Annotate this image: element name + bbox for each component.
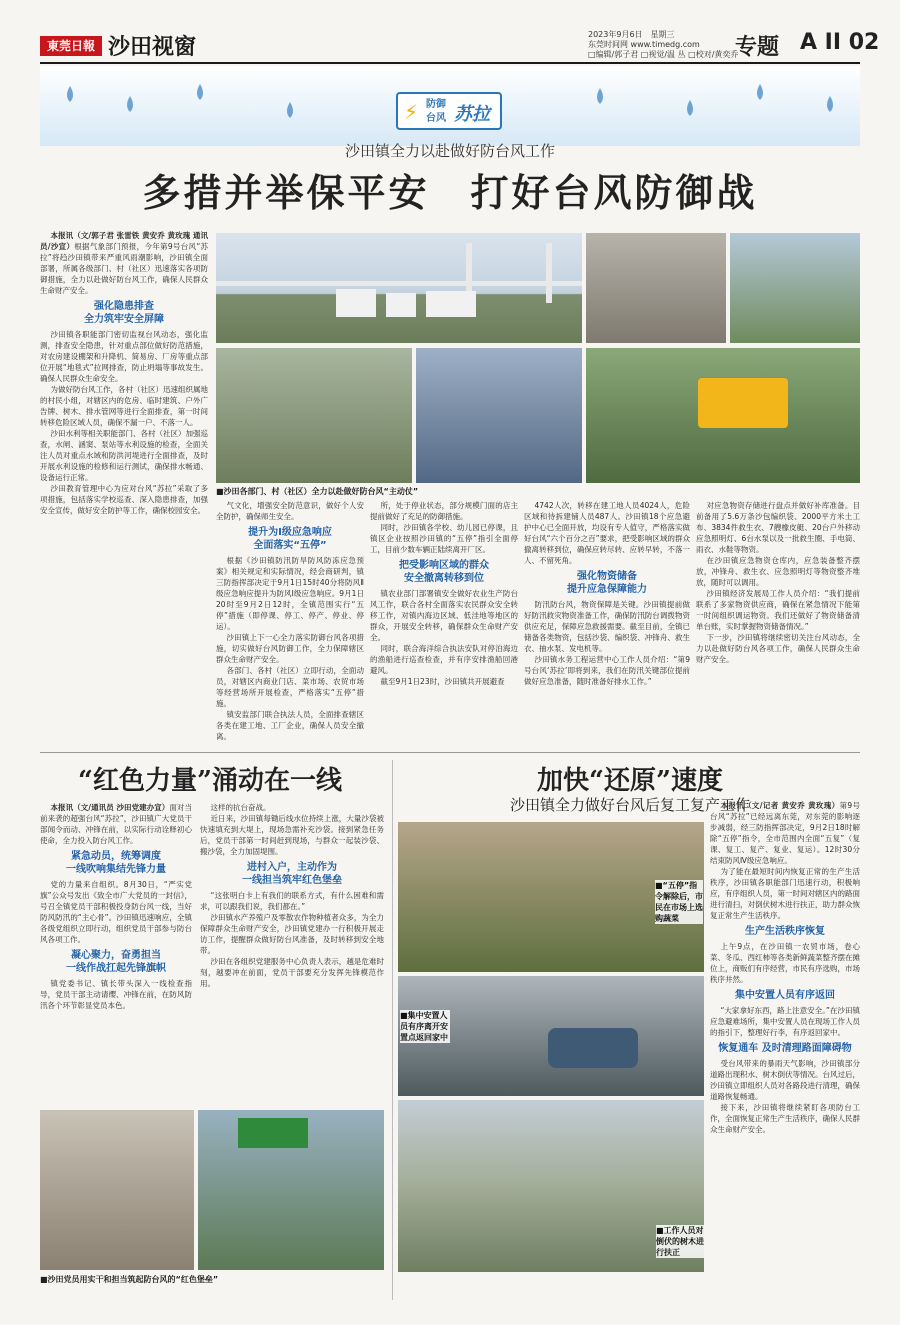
article3-byline: 本报讯（文/记者 黄安乔 黄玫瑰） — [720, 801, 840, 810]
pump-photo — [586, 348, 860, 483]
paragraph: 根据气象部门预报，今年第9号台风“苏拉”将趋沙田镇带来严重风雨潮影响，沙田镇全面部署，所属各级部门、村（社区）迅速落实各项防御措施，全力以赴做好防台风工作，确保人民群众生命财产安全。 — [40, 242, 208, 295]
paragraph: 防汛防台风，物资保障是关键。沙田镇提前做好防汛救灾物资准备工作，确保防汛防台调拨物资供应充足，保障应急救援需要。截至目前，全镇已储备各类物资，包括沙袋、编织袋、冲锋舟、救生衣、抽水泵、发电机等。 — [524, 600, 690, 653]
paragraph: 下一步，沙田镇将继续密切关注台风动态，全力以赴做好防台风各项工作，确保人民群众生命财产安全。 — [696, 633, 860, 664]
photo-caption: ■集中安置人员有序离开安置点返回家中 — [400, 1011, 448, 1042]
subhead: 紧急动员，统筹调度 一线吹响集结先锋力量 — [66, 851, 166, 875]
paragraph: 沙田镇水务工程运营中心工作人员介绍：“第9号台风‘苏拉’即将到来，我们在防汛关键部位提前做好应急准备，随时准备好排水工作。” — [524, 655, 690, 686]
paragraph: 为了能在最短时间内恢复正常的生产生活秩序，沙田镇各职能部门迅速行动，积极响应，有序组织人员，第一时间对辖区内的路面进行清扫，对倒伏树木进行扶正，助力群众恢复正常生产生活秩序。 — [710, 867, 860, 920]
paragraph: 沙田教育管理中心为应对台风“苏拉”采取了多项措施，包括落实学校巡查、深入隐患排查，加强安全宣传，做好安全防护等工作，确保校园安全。 — [40, 484, 208, 515]
article2-caption: ■沙田党员用实干和担当筑起防台风的“红色堡垒” — [40, 1275, 219, 1284]
section-divider — [40, 752, 860, 753]
drain-check-photo — [586, 233, 726, 343]
photo-caption: ■工作人员对倒伏的树木进行扶正 — [656, 1226, 704, 1257]
subhead: 集中安置人员有序返回 — [735, 990, 835, 1001]
article2-title: “红色力量”涌动在一线 — [78, 766, 342, 796]
paragraph: 沙田水利等相关职能部门、各村（社区）加强巡查，水闸、涵窦、泵站等水利设施的检查，全面关注人员对重点水域和防洪河堤进行全面排查，及时开展水利设施的检修和运行测试，确保排水畅通、设备运行正常。 — [40, 429, 208, 482]
paragraph: 4742人次，转移在建工地人员4024人，危险区域和待拆建铺人员487人。沙田镇18个应急避护中心已全面开放，均设有专人值守，严格落实做好台风“六个百分之百”要求，把受影响区域的群众撤离转移到位，确保应转尽转、应转早转，不落一人、不留死角。 — [524, 501, 690, 565]
paragraph: “这张明白卡上有我们的联系方式，有什么困难和需求，可以跟我们说，我们都在。” — [200, 891, 384, 911]
editor-credits: □编辑/郭子君 □视觉/温 丛 □校对/黄奕乔 — [588, 50, 739, 59]
article2-byline: 本报讯（文/通讯员 沙田党建办宣） — [50, 803, 170, 812]
paragraph: 镇党委书记、镇长带头深入一线检查指导，党员干部主动请缨、冲锋在前，在防风防汛各个环节彰显党员本色。 — [40, 979, 192, 1010]
article1-col1 — [40, 230, 208, 745]
paragraph: 在沙田镇应急物资仓库内，应急装备整齐摆放，冲锋舟、救生衣、应急照明灯等物资整齐堆放，随时可以调用。 — [696, 556, 860, 587]
badge-line2: 台风 — [426, 113, 446, 124]
section-name: 沙田视窗 — [108, 35, 197, 60]
paragraph: 同时，联合海洋综合执法安队对停泊海边的渔船进行巡查检查，并有序安排渔船回港避风。 — [370, 644, 518, 675]
article1-col4 — [524, 500, 690, 745]
paragraph: 面对当前来袭的超强台风“苏拉”，沙田镇广大党员干部闻令而动、冲锋在前，以实际行动诠释初心使命，全力投入防台风工作。 — [40, 803, 192, 845]
volunteer-sandbag-photo — [40, 1110, 194, 1270]
badge-line1: 防御 — [426, 99, 446, 110]
bridge-illustration — [216, 233, 582, 343]
article1-col3 — [370, 500, 518, 745]
inspection-photo — [216, 348, 412, 483]
paragraph: 这样的抗台奋战。 — [210, 803, 271, 812]
newspaper-logo: 東莞日報 — [40, 36, 102, 56]
article3-col — [710, 800, 860, 1282]
paragraph: 第9号台风“苏拉”已经远离东莞，对东莞的影响逐步减弱，经三防指挥部决定，9月2日18时解除“五停”指令，全市范围内全面“五复”（复课、复工、复产、复业、复运）。12时30分结束防风Ⅳ级应急响应。 — [710, 801, 860, 865]
paragraph: 镇农业部门部署镇安全做好农业生产防台风工作，联合各村全面落实农民群众安全转移工作，对镇内海边区域、低洼地等地区的群众，开展安全转移，确保群众生命财产安全。 — [370, 589, 518, 642]
paragraph: 接下来，沙田镇将继续紧盯各项防台工作，全面恢复正常生产生活秩序，确保人民群众生命财产安全。 — [710, 1103, 860, 1134]
subhead: 凝心聚力，奋勇担当 一线作战扛起先锋旗帜 — [66, 950, 166, 974]
warehouse-photo — [416, 348, 582, 483]
crane-photo — [730, 233, 860, 343]
subhead: 恢复通车 及时清理路面障碍物 — [718, 1043, 852, 1054]
paragraph: 沙田镇上下一心全力落实防御台风各项措施，切实做好台风防御工作，全力保障辖区群众生命财产安全。 — [216, 633, 364, 664]
photo-caption: ■“五停”指令解除后，市民在市场上选购蔬菜 — [655, 881, 703, 923]
subhead: 进村入户，主动作为 一线担当筑牢红色堡垒 — [242, 862, 342, 886]
paragraph: 各部门、各村（社区）立即行动，全面动员，对辖区内商业门店、菜市场、农贸市场等经营场所开展检查，严格落实“五停”措施。 — [216, 666, 364, 708]
subhead: 提升为Ⅰ级应急响应 全面落实“五停” — [248, 527, 332, 551]
paragraph: 沙田镇水产养殖户及零散农作物种植者众多，为全力保障群众生命财产安全，沙田镇党建办一行积极开展走访工作，提醒群众做好防台风准备，及时转移到安全地带。 — [200, 913, 384, 955]
paragraph: 受台风带来的暴雨天气影响，沙田镇部分道路出现积水、树木倒伏等情况。台风过后，沙田镇立即组织人员对各路段进行清理，确保道路恢复畅通。 — [710, 1059, 860, 1101]
typhoon-badge — [396, 92, 502, 130]
article3-subtitle: 沙田镇全力做好台风后复工复产工作 — [509, 796, 750, 814]
pump-machine — [698, 378, 788, 428]
bridge-photo — [216, 233, 582, 343]
badge-script: 苏拉 — [454, 104, 490, 125]
column-label: 专题 — [735, 35, 780, 60]
masthead-rule — [40, 62, 860, 64]
paragraph: 上午9点，在沙田镇一农贸市场，卷心菜、冬瓜、西红柿等各类新鲜蔬菜整齐摆在摊位上，商贩们有序经营，市民有序选购，市场秩序井然。 — [710, 942, 860, 984]
issue-date: 2023年9月6日 星期三 — [588, 30, 675, 39]
paragraph: 对应急物资存储进行盘点并做好补库准备。目前备用了5.6万条沙包编织袋、2000平方米土工布、3834件救生衣、7艘橡皮艇、20台户外移动应急照明灯、6台水泵以及一批救生圈、手电筒、雨衣、水鞋等物资。 — [696, 501, 860, 554]
article3-title: 加快“还原”速度 — [537, 766, 723, 796]
lead-title: 多措并举保平安 打好台风防御战 — [142, 170, 758, 215]
lightning-icon: ⚡ — [404, 100, 419, 124]
article2-col2 — [200, 802, 384, 1102]
subhead: 强化物资储备 提升应急保障能力 — [567, 571, 647, 595]
paragraph: 截至9月1日23时，沙田镇共开展避查 — [380, 677, 505, 686]
column-separator — [392, 760, 393, 1300]
lead-subtitle: 沙田镇全力以赴做好防台风工作 — [344, 142, 555, 160]
article1-col2 — [216, 500, 364, 745]
page-number: A II 02 — [800, 30, 880, 55]
paragraph: 气文化，增强安全防范意识，做好个人安全防护，确保师生安全。 — [216, 501, 364, 521]
paragraph: 同时，沙田镇各学校、幼儿园已停课，且镇区企业按照沙田镇的“五停”指引全面停工，目前少数车辆正陆续离开厂区。 — [370, 523, 518, 554]
subhead: 强化隐患排查 全力筑牢安全屏障 — [84, 301, 164, 325]
paragraph: 沙田镇各职能部门密切监视台风动态，强化监测，排查安全隐患，针对重点部位做好防范措施，对农房建设棚架和升降机、简易房、厂房等重点部位开展“地毯式”拉网排查，防止坍塌等事故发生。确保人民群众生命安全。 — [40, 330, 208, 383]
paragraph: 党的力量来自组织。8月30日，“严实党旗”公众号发出《致全市广大党员的一封信》，号召全镇党员干部积极投身防台风一线，当好防风防汛的“主心骨”。沙田镇迅速响应，全镇各级党组织立即行动，组织党员干部参与防台风各项工作。 — [40, 880, 192, 944]
paragraph: 近日来，沙田镇每锄后线水位持续上涨，大量沙袋被快速填充到大堤上，现场急需补充沙袋。接到紧急任务后，党员干部第一时间赶到现场，与群众一起装沙袋、搬沙袋，全力加固堤围。 — [200, 814, 384, 856]
subhead: 生产生活秩序恢复 — [745, 926, 825, 937]
article2-col1 — [40, 802, 192, 1102]
car-shape — [548, 1028, 638, 1068]
article1-byline: 本报讯（文/郭子君 张雷铁 黄安乔 黄玫瑰 通讯员/沙宣） — [40, 231, 208, 251]
paragraph: 沙田镇经济发展局工作人员介绍：“我们提前联系了多家物资供应商，确保在紧急情况下能第一时间组织调运物资。我们还做好了物资储备清单台账，实时掌握物资储备情况。” — [696, 589, 860, 631]
article1-col5 — [696, 500, 860, 745]
subhead: 把受影响区域的群众 安全撤离转移到位 — [399, 560, 489, 584]
green-sign — [238, 1118, 308, 1148]
paragraph: 所，处于停业状态，部分规模门面的店主提前做好了充足的防御措施。 — [370, 501, 518, 521]
paragraph: “大家拿好东西，路上注意安全。”在沙田镇应急避难场所，集中安置人员在现场工作人员的指引下，整理好行李，有序返回家中。 — [710, 1006, 860, 1037]
paragraph: 根据《沙田镇防汛防旱防风防冻应急预案》相关规定和实际情况，经会商研判，镇三防指挥部决定于9月1日15时40分将防风Ⅱ级应急响应提升为防风Ⅰ级应急响应。9月1日20时至9月2日12时，全镇范围实行“五停”措施（即停课、停工、停产、停业、停运）。 — [216, 556, 364, 631]
site-url[interactable]: 东莞时间网 www.timedg.com — [588, 40, 700, 49]
party-members-photo — [198, 1110, 384, 1270]
photo-caption: ■沙田各部门、村（社区）全力以赴做好防台风“主动仗” — [216, 487, 419, 496]
paragraph: 为做好防台风工作，各村（社区）迅速组织属地的村民小组，对辖区内的危房、临时建筑、户外广告牌、树木、排水管网等进行全面排查，第一时间转移危险区域人员，确保不漏一户、不落一人。 — [40, 385, 208, 427]
paragraph: 沙田在各组织党建服务中心负责人表示，越是危难时刻，越要冲在前面，党员干部要充分发挥先锋模范作用。 — [200, 957, 384, 988]
paragraph: 镇安监部门联合执法人员，全面排查辖区各类在建工地、工厂企业，确保人员安全撤离。 — [216, 710, 364, 741]
